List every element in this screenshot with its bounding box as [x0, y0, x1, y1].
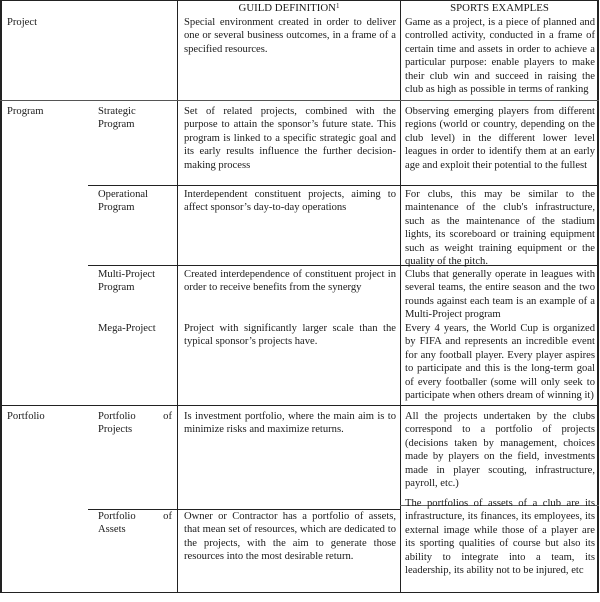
row-definition: Created interdependence of constituent project in order to receive benefits from the synergy — [184, 269, 396, 294]
row-category: Program — [7, 106, 44, 117]
row-subcategory: Multi-Project Program — [98, 269, 156, 294]
header-examples: SPORTS EXAMPLES — [450, 2, 549, 14]
footnote-marker: 1 — [335, 2, 340, 10]
row-subcategory: Strategic Program — [98, 106, 136, 131]
column-divider-definition — [177, 0, 178, 593]
table-border-top — [0, 0, 599, 1]
row-definition: Special environment created in order to deliver one or several business outcomes, in a frame of a specified resources. — [184, 17, 396, 55]
row-subcategory: Portfolio of Assets — [98, 511, 172, 536]
row-definition: Is investment portfolio, where the main aim is to minimize risks and maximize returns. — [184, 411, 396, 436]
row-category: Portfolio — [7, 411, 45, 422]
row-example: Observing emerging players from different regions (world or country, depending on the club level) in the different lower level leagues in order to identify them at an early age and exploit their potential to the fullest — [405, 106, 595, 171]
row-subcategory: Operational Program — [98, 189, 149, 214]
table-border-bottom — [0, 592, 599, 593]
row-definition: Project with significantly larger scale than the typical sponsor’s projects have. — [184, 323, 396, 348]
row-example: Every 4 years, the World Cup is organized by FIFA and represents an incredible event for any football player. Every player aspires to participate and this is the long-term goal of every footballer (some will only seek to participate when others dream of winning it) — [405, 323, 595, 402]
row-definition: Interdependent constituent projects, aiming to affect sponsor’s day-to-day operations — [184, 189, 396, 214]
row-subcategory: Mega-Project — [98, 323, 156, 334]
row-example: For clubs, this may be similar to the maintenance of the club's infrastructure, such as the maintenance of the stadium lights, its scoreboard or training equipment such as weight training equipment or the quality of the pitch. — [405, 189, 595, 268]
row-subcategory: Portfolio of Projects — [98, 411, 172, 436]
row-divider — [88, 185, 599, 186]
header-definition-label: GUILD DEFINITION — [238, 2, 336, 14]
row-divider — [0, 405, 599, 406]
row-divider — [0, 100, 599, 101]
row-example: Game as a project, is a piece of planned and controlled activity, conducted in a frame of certain time and assets in order to achieve a particular purpose: enable players to make their club win and succeed in raising the club as high as possible in terms of ranking — [405, 17, 595, 96]
row-example: Clubs that generally operate in leagues with several teams, the entire season and the two rounds against each team is an example of a Multi-Project program — [405, 269, 595, 321]
row-example: All the projects undertaken by the clubs correspond to a portfolio of projects (decisions taken by management, choices made by players on the field, investments made in player scouting, infrastructure, payroll, etc.) — [405, 411, 595, 490]
row-definition: Owner or Contractor has a portfolio of assets, that mean set of resources, which are dedicated to the projects, with the aim to generate those resources into the most desirable return. — [184, 511, 396, 563]
row-example: The portfolios of assets of a club are its infrastructure, its finances, its employees, its external image while those of a player are its sporting qualities of course but also its ability to integrate into a team, its leadership, its ability not to be injured, etc — [405, 498, 595, 577]
table-border-left — [0, 0, 2, 593]
row-category: Project — [7, 17, 38, 28]
header-definition — [178, 2, 400, 15]
row-definition: Set of related projects, combined with the purpose to attain the sponsor’s future state. This program is linked to a specific strategic goal and its early results influence the further decision-making process — [184, 106, 396, 171]
